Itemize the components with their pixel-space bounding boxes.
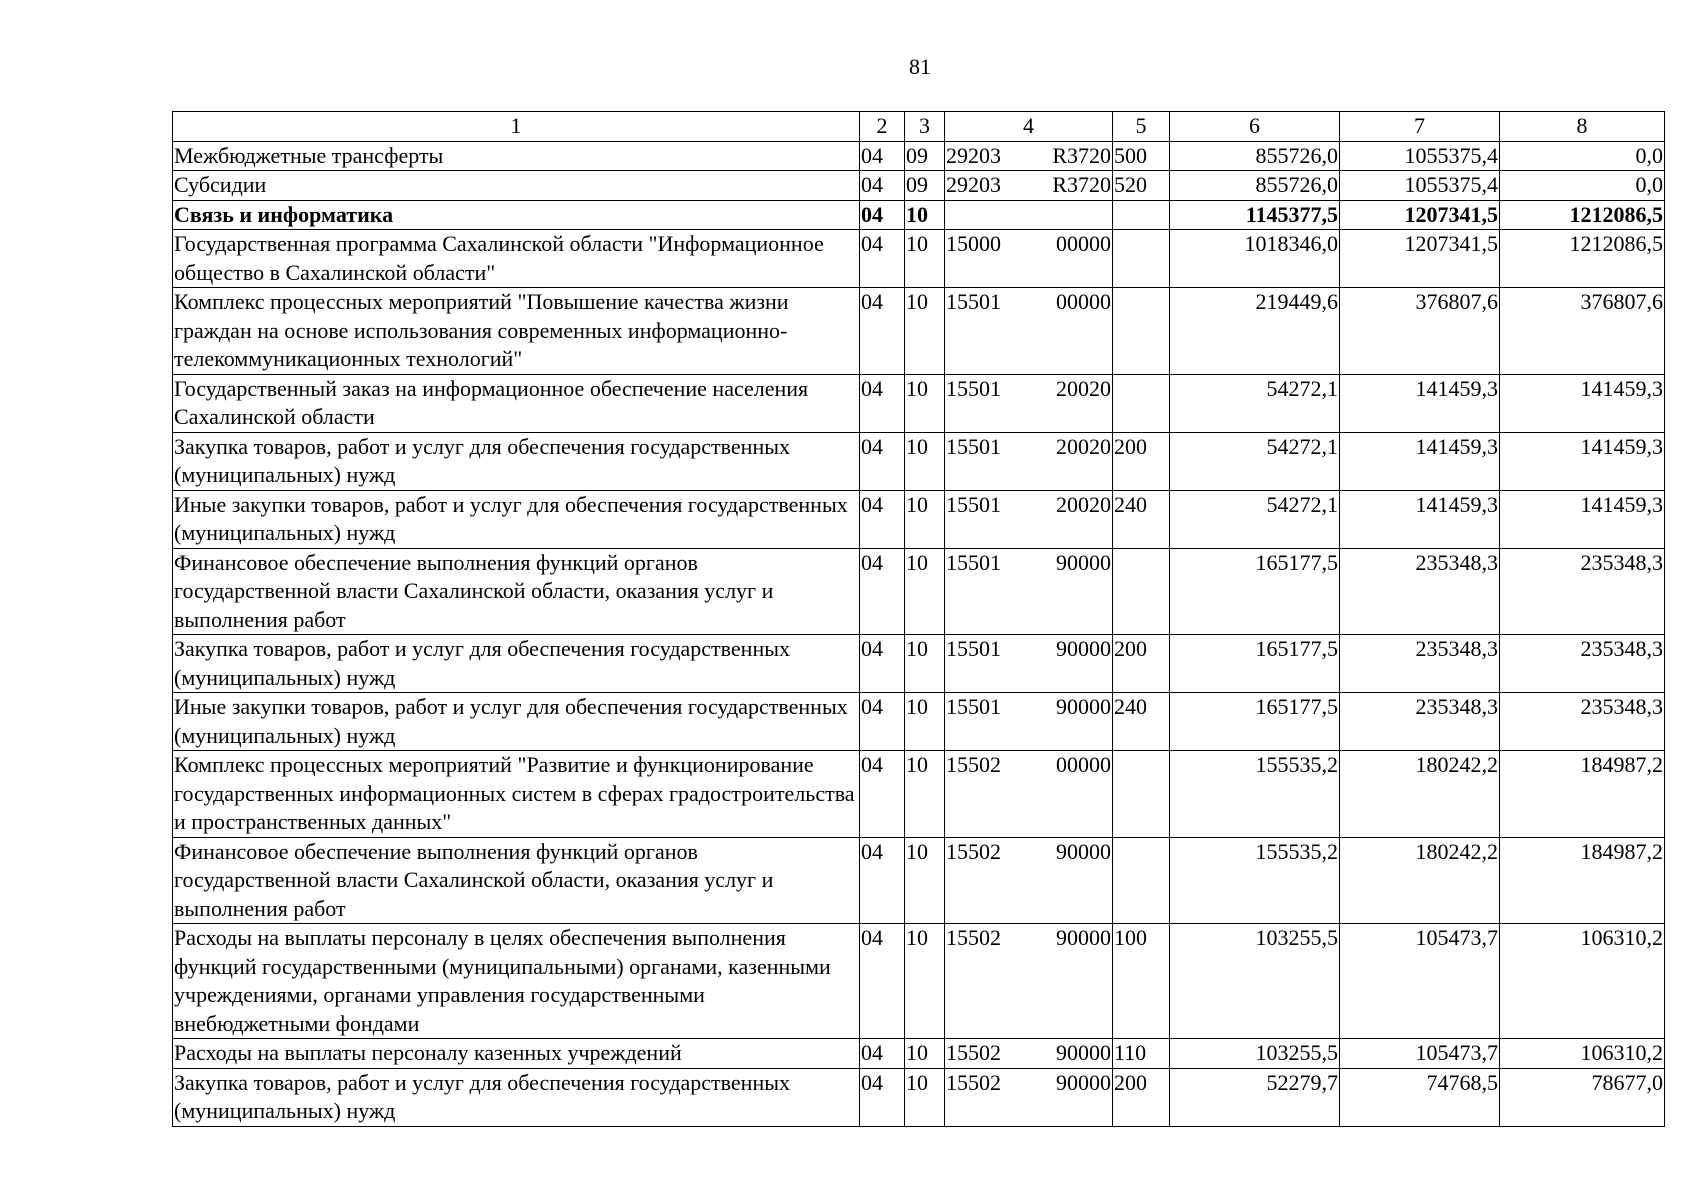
subsection-code-cell: 10 — [905, 374, 945, 432]
amount-col8-cell: 78677,0 — [1500, 1068, 1665, 1126]
amount-col8-cell: 141459,3 — [1500, 374, 1665, 432]
row-name-cell: Комплекс процессных мероприятий "Развитие и функционирование государственных информационных систем в сферах градостроительства и пространственных данных" — [173, 751, 860, 838]
subsection-code-cell: 09 — [905, 141, 945, 171]
row-name-cell: Межбюджетные трансферты — [173, 141, 860, 171]
target-article-part1-cell: 15502 — [945, 751, 1029, 838]
amount-col6-cell: 52279,7 — [1170, 1068, 1340, 1126]
header-cell-4: 4 — [945, 112, 1113, 142]
amount-col6-cell: 54272,1 — [1170, 374, 1340, 432]
table-row — [173, 635, 1665, 693]
subsection-code-cell: 10 — [905, 1039, 945, 1069]
target-article-part2-cell: 20020 — [1029, 374, 1113, 432]
subsection-code-cell: 10 — [905, 693, 945, 751]
section-code-cell: 04 — [860, 751, 905, 838]
amount-col8-cell: 141459,3 — [1500, 490, 1665, 548]
amount-col6-cell: 103255,5 — [1170, 924, 1340, 1039]
amount-col7-cell: 376807,6 — [1340, 288, 1500, 375]
amount-col6-cell: 165177,5 — [1170, 635, 1340, 693]
expense-type-cell — [1113, 200, 1170, 230]
amount-col6-cell: 54272,1 — [1170, 432, 1340, 490]
amount-col7-cell: 141459,3 — [1340, 374, 1500, 432]
target-article-part2-cell: 90000 — [1029, 1039, 1113, 1069]
section-code-cell: 04 — [860, 548, 905, 635]
target-article-part2-cell: 90000 — [1029, 693, 1113, 751]
row-name-cell: Финансовое обеспечение выполнения функций органов государственной власти Сахалинской области, оказания услуг и выполнения работ — [173, 837, 860, 924]
expense-type-cell — [1113, 837, 1170, 924]
subsection-code-cell: 09 — [905, 171, 945, 201]
subsection-code-cell: 10 — [905, 200, 945, 230]
table-body — [173, 141, 1665, 1126]
amount-col6-cell: 855726,0 — [1170, 141, 1340, 171]
amount-col7-cell: 1055375,4 — [1340, 141, 1500, 171]
amount-col7-cell: 235348,3 — [1340, 635, 1500, 693]
expense-type-cell — [1113, 230, 1170, 288]
section-code-cell: 04 — [860, 490, 905, 548]
expense-type-cell — [1113, 374, 1170, 432]
target-article-part1-cell: 15000 — [945, 230, 1029, 288]
table-row — [173, 141, 1665, 171]
amount-col8-cell: 235348,3 — [1500, 635, 1665, 693]
amount-col6-cell: 155535,2 — [1170, 751, 1340, 838]
target-article-part2-cell: 90000 — [1029, 837, 1113, 924]
row-name-cell: Расходы на выплаты персоналу казенных учреждений — [173, 1039, 860, 1069]
amount-col8-cell: 141459,3 — [1500, 432, 1665, 490]
target-article-part1-cell: 29203 — [945, 171, 1029, 201]
header-row — [173, 112, 1665, 142]
row-name-cell: Иные закупки товаров, работ и услуг для обеспечения государственных (муниципальных) нужд — [173, 490, 860, 548]
subsection-code-cell: 10 — [905, 288, 945, 375]
subsection-code-cell: 10 — [905, 490, 945, 548]
table-row — [173, 490, 1665, 548]
amount-col7-cell: 235348,3 — [1340, 693, 1500, 751]
target-article-part2-cell: 00000 — [1029, 288, 1113, 375]
table-row — [173, 1039, 1665, 1069]
amount-col8-cell: 184987,2 — [1500, 751, 1665, 838]
expense-type-cell: 520 — [1113, 171, 1170, 201]
table-row — [173, 837, 1665, 924]
subsection-code-cell: 10 — [905, 432, 945, 490]
row-name-cell: Комплекс процессных мероприятий "Повышение качества жизни граждан на основе использования современных информационно-телекоммуникационных технологий" — [173, 288, 860, 375]
amount-col8-cell: 235348,3 — [1500, 548, 1665, 635]
row-name-cell: Государственная программа Сахалинской области "Информационное общество в Сахалинской области" — [173, 230, 860, 288]
table-row — [173, 924, 1665, 1039]
amount-col8-cell: 0,0 — [1500, 171, 1665, 201]
amount-col8-cell: 1212086,5 — [1500, 230, 1665, 288]
table-row — [173, 432, 1665, 490]
amount-col6-cell: 103255,5 — [1170, 1039, 1340, 1069]
target-article-part1-cell: 15501 — [945, 374, 1029, 432]
page-number: 81 — [909, 54, 931, 79]
target-article-part1-cell: 15501 — [945, 490, 1029, 548]
row-name-cell: Расходы на выплаты персоналу в целях обеспечения выполнения функций государственными (муниципальными) органами, казенными учреждениями, органами управления государственными внебюджетными фондами — [173, 924, 860, 1039]
header-cell-8: 8 — [1500, 112, 1665, 142]
table-row — [173, 548, 1665, 635]
expense-type-cell: 200 — [1113, 635, 1170, 693]
target-article-part2-cell: 00000 — [1029, 230, 1113, 288]
header-cell-6: 6 — [1170, 112, 1340, 142]
amount-col6-cell: 1018346,0 — [1170, 230, 1340, 288]
amount-col6-cell: 219449,6 — [1170, 288, 1340, 375]
amount-col8-cell: 0,0 — [1500, 141, 1665, 171]
amount-col7-cell: 235348,3 — [1340, 548, 1500, 635]
table-row — [173, 288, 1665, 375]
row-name-cell: Связь и информатика — [173, 200, 860, 230]
section-code-cell: 04 — [860, 924, 905, 1039]
amount-col6-cell: 165177,5 — [1170, 548, 1340, 635]
amount-col8-cell: 184987,2 — [1500, 837, 1665, 924]
amount-col7-cell: 180242,2 — [1340, 751, 1500, 838]
table-row — [173, 200, 1665, 230]
target-article-part1-cell: 29203 — [945, 141, 1029, 171]
target-article-part1-cell: 15501 — [945, 288, 1029, 375]
expense-type-cell — [1113, 751, 1170, 838]
target-article-part2-cell: R3720 — [1029, 171, 1113, 201]
subsection-code-cell: 10 — [905, 924, 945, 1039]
target-article-part2-cell: 20020 — [1029, 432, 1113, 490]
subsection-code-cell: 10 — [905, 635, 945, 693]
target-article-part2-cell: 90000 — [1029, 548, 1113, 635]
expense-type-cell: 200 — [1113, 432, 1170, 490]
target-article-part2-cell: R3720 — [1029, 141, 1113, 171]
section-code-cell: 04 — [860, 171, 905, 201]
table-row — [173, 230, 1665, 288]
subsection-code-cell: 10 — [905, 548, 945, 635]
expense-type-cell — [1113, 288, 1170, 375]
target-article-part2-cell: 20020 — [1029, 490, 1113, 548]
row-name-cell: Иные закупки товаров, работ и услуг для обеспечения государственных (муниципальных) нужд — [173, 693, 860, 751]
amount-col8-cell: 1212086,5 — [1500, 200, 1665, 230]
amount-col8-cell: 376807,6 — [1500, 288, 1665, 375]
amount-col6-cell: 54272,1 — [1170, 490, 1340, 548]
section-code-cell: 04 — [860, 635, 905, 693]
amount-col6-cell: 155535,2 — [1170, 837, 1340, 924]
section-code-cell: 04 — [860, 141, 905, 171]
amount-col7-cell: 74768,5 — [1340, 1068, 1500, 1126]
amount-col8-cell: 235348,3 — [1500, 693, 1665, 751]
amount-col7-cell: 105473,7 — [1340, 1039, 1500, 1069]
expense-type-cell: 200 — [1113, 1068, 1170, 1126]
section-code-cell: 04 — [860, 837, 905, 924]
target-article-part1-cell — [945, 200, 1029, 230]
target-article-part1-cell: 15502 — [945, 1068, 1029, 1126]
amount-col7-cell: 180242,2 — [1340, 837, 1500, 924]
budget-table — [172, 111, 1665, 1127]
header-cell-5: 5 — [1113, 112, 1170, 142]
expense-type-cell — [1113, 548, 1170, 635]
table-row — [173, 693, 1665, 751]
header-cell-2: 2 — [860, 112, 905, 142]
target-article-part1-cell: 15501 — [945, 432, 1029, 490]
expense-type-cell: 110 — [1113, 1039, 1170, 1069]
amount-col7-cell: 141459,3 — [1340, 490, 1500, 548]
expense-type-cell: 240 — [1113, 693, 1170, 751]
row-name-cell: Субсидии — [173, 171, 860, 201]
subsection-code-cell: 10 — [905, 1068, 945, 1126]
expense-type-cell: 100 — [1113, 924, 1170, 1039]
target-article-part1-cell: 15502 — [945, 837, 1029, 924]
row-name-cell: Государственный заказ на информационное обеспечение населения Сахалинской области — [173, 374, 860, 432]
header-cell-3: 3 — [905, 112, 945, 142]
target-article-part1-cell: 15501 — [945, 635, 1029, 693]
target-article-part1-cell: 15502 — [945, 924, 1029, 1039]
amount-col8-cell: 106310,2 — [1500, 924, 1665, 1039]
target-article-part2-cell: 90000 — [1029, 924, 1113, 1039]
table-row — [173, 374, 1665, 432]
section-code-cell: 04 — [860, 200, 905, 230]
target-article-part2-cell: 90000 — [1029, 635, 1113, 693]
section-code-cell: 04 — [860, 230, 905, 288]
amount-col7-cell: 105473,7 — [1340, 924, 1500, 1039]
table-row — [173, 171, 1665, 201]
subsection-code-cell: 10 — [905, 751, 945, 838]
target-article-part1-cell: 15501 — [945, 548, 1029, 635]
section-code-cell: 04 — [860, 1039, 905, 1069]
amount-col7-cell: 1207341,5 — [1340, 200, 1500, 230]
section-code-cell: 04 — [860, 1068, 905, 1126]
row-name-cell: Закупка товаров, работ и услуг для обеспечения государственных (муниципальных) нужд — [173, 635, 860, 693]
amount-col7-cell: 1207341,5 — [1340, 230, 1500, 288]
table-row — [173, 1068, 1665, 1126]
table-row — [173, 751, 1665, 838]
expense-type-cell: 500 — [1113, 141, 1170, 171]
amount-col8-cell: 106310,2 — [1500, 1039, 1665, 1069]
amount-col6-cell: 1145377,5 — [1170, 200, 1340, 230]
row-name-cell: Финансовое обеспечение выполнения функций органов государственной власти Сахалинской области, оказания услуг и выполнения работ — [173, 548, 860, 635]
amount-col6-cell: 855726,0 — [1170, 171, 1340, 201]
section-code-cell: 04 — [860, 432, 905, 490]
section-code-cell: 04 — [860, 693, 905, 751]
header-cell-1: 1 — [173, 112, 860, 142]
amount-col7-cell: 141459,3 — [1340, 432, 1500, 490]
amount-col6-cell: 165177,5 — [1170, 693, 1340, 751]
target-article-part1-cell: 15502 — [945, 1039, 1029, 1069]
section-code-cell: 04 — [860, 374, 905, 432]
target-article-part2-cell — [1029, 200, 1113, 230]
subsection-code-cell: 10 — [905, 230, 945, 288]
target-article-part2-cell: 90000 — [1029, 1068, 1113, 1126]
section-code-cell: 04 — [860, 288, 905, 375]
subsection-code-cell: 10 — [905, 837, 945, 924]
row-name-cell: Закупка товаров, работ и услуг для обеспечения государственных (муниципальных) нужд — [173, 432, 860, 490]
expense-type-cell: 240 — [1113, 490, 1170, 548]
amount-col7-cell: 1055375,4 — [1340, 171, 1500, 201]
target-article-part1-cell: 15501 — [945, 693, 1029, 751]
header-cell-7: 7 — [1340, 112, 1500, 142]
row-name-cell: Закупка товаров, работ и услуг для обеспечения государственных (муниципальных) нужд — [173, 1068, 860, 1126]
target-article-part2-cell: 00000 — [1029, 751, 1113, 838]
